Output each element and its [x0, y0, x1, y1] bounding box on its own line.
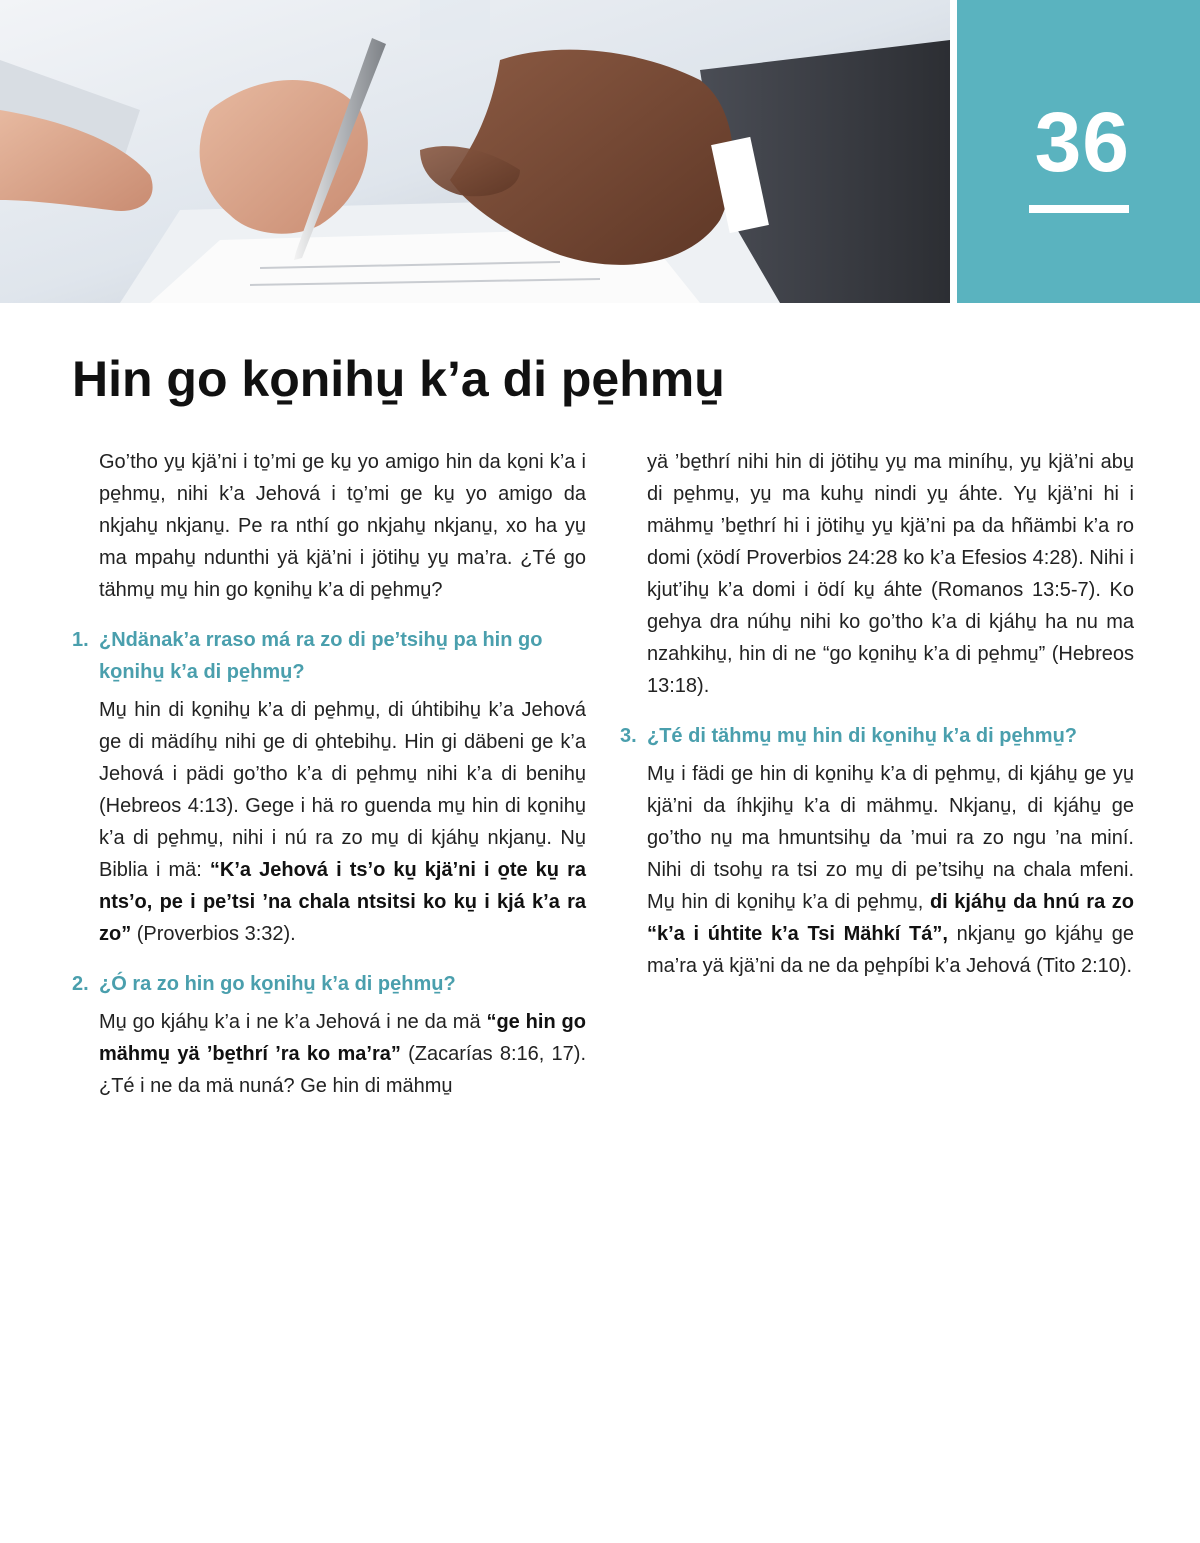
answer-1-paragraph — [72, 694, 586, 950]
question-1 — [72, 624, 586, 688]
right-column — [620, 446, 1134, 982]
answer-1-text-a: Mu̱ hin di ko̱nihu̱ k’a di pe̱hmu̱, di úhtibihu̱ k’a Jehová ge di mädíhu̱ nihi ge di o̱htebihu̱. Hin gi däbeni ge k’a Jehová i pädi go’tho k’a di pe̱hmu̱ nihi k’a di benihu̱ (Hebreos 4:13). Gege i hä ro guenda mu̱ hin di ko̱nihu̱ k’a di pe̱hmu̱, nihi i nú ra zo mu̱ di kjáhu̱ nkjanu̱. Nu̱ Biblia i mä: — [99, 699, 586, 881]
lesson-number-box — [957, 0, 1200, 303]
answer-2-text-b-start: (Zacarías 8:16, 17). ¿Té i ne da mä nuná? Ge hin di mähmu̱ — [99, 1043, 587, 1097]
question-2-number: 2. — [72, 973, 89, 995]
answer-2-paragraph-part-a — [72, 1006, 586, 1102]
answer-2-text-b-continued: yä ’be̱thrí nihi hin di jötihu̱ yu̱ ma miníhu̱, yu̱ kjä’ni abu̱ di pe̱hmu̱, yu̱ ma kuhu̱ nindi yu̱ áhte. Yu̱ kjä’ni hi i mähmu̱ ’be̱thrí hi i jötihu̱ yu̱ kjä’ni pa da hñämbi k’a ro domi (xödí Proverbios 24:28 ko k’a Efesios 4:28). Nihi i kjut’ihu̱ k’a domi i ödí ku̱ áhte (Romanos 13:5-7). Ko gehya dra núhu̱ nihi ko go’tho k’a di kjáhu̱ ha nu ma nzahkihu̱, hin di ne “go ko̱nihu̱ k’a di pe̱hmu̱” (Hebreos 13:18). — [647, 451, 1134, 697]
lesson-number-underline — [1029, 205, 1129, 213]
intro-paragraph: Go’tho yu̱ kjä’ni i to̱’mi ge ku̱ yo amigo hin da ko̱ni k’a i pe̱hmu̱, nihi k’a Jehová i to̱’mi ge ku̱ yo amigo da nkjahu̱ nkjanu̱. Pe ra nthí go nkjahu̱ nkjanu̱, xo ha yu̱ ma mpahu̱ ndunthi yä kjä’ni i jötihu̱ yu̱ ma’ra. ¿Té go tähmu̱ mu̱ hin go ko̱nihu̱ k’a di pe̱hmu̱? — [99, 451, 586, 601]
answer-2-text-a: Mu̱ go kjáhu̱ k’a i ne k’a Jehová i ne da mä — [99, 1011, 487, 1033]
question-3-text: ¿Té di tähmu̱ mu̱ hin di ko̱nihu̱ k’a di pe̱hmu̱? — [647, 725, 1077, 747]
answer-3-bold-quote: di kjáhu̱ da hnú ra zo “k’a i úhtite k’a Tsi Mähkí Tá”, — [647, 891, 1134, 945]
lesson-number: 36 — [1034, 95, 1130, 189]
question-3-number: 3. — [620, 725, 637, 747]
page-title: Hin go ko̱nihu̱ k’a di pe̱hmu̱ — [72, 351, 725, 407]
answer-3-text-a: Mu̱ i fädi ge hin di ko̱nihu̱ k’a di pe̱hmu̱, di kjáhu̱ ge yu̱ kjä’ni da íhkjihu̱ k’a di mähmu̱. Nkjanu̱, di kjáhu̱ ge go’tho nu̱ ma hmuntsihu̱ da ’mui ra zo ngu ’na miní. Nihi di tsohu̱ ra tsi zo mu̱ di pe’tsihu̱ na chala mfeni. Mu̱ hin di ko̱nihu̱ k’a di pe̱hmu̱, — [647, 763, 1134, 913]
answer-1-text-b: (Proverbios 3:32). — [131, 923, 296, 945]
left-column — [72, 446, 586, 1102]
answer-2-paragraph-part-b — [620, 446, 1134, 702]
hero-photo — [0, 0, 950, 303]
question-2 — [72, 968, 586, 1000]
question-1-number: 1. — [72, 629, 89, 651]
question-2-text: ¿Ó ra zo hin go ko̱nihu̱ k’a di pe̱hmu̱? — [99, 973, 456, 995]
question-1-text: ¿Ndänak’a rraso má ra zo di pe’tsihu̱ pa hin go ko̱nihu̱ k’a di pe̱hmu̱? — [99, 629, 543, 683]
answer-2-bold-quote: “ge hin go mähmu̱ yä ’be̱thrí ’ra ko ma’ra” — [99, 1011, 586, 1065]
answer-3-text-b: nkjanu̱ go kjáhu̱ ge ma’ra yä kjä’ni da ne da pe̱hpíbi k’a Jehová (Tito 2:10). — [647, 923, 1134, 977]
answer-3-paragraph — [620, 758, 1134, 982]
question-3 — [620, 720, 1134, 752]
answer-1-bold-quote: “K’a Jehová i ts’o ku̱ kjä’ni i o̱te ku̱ ra nts’o, pe i pe’tsi ’na chala ntsitsi ko ku̱ i kjá k’a ra zo” — [99, 859, 586, 945]
